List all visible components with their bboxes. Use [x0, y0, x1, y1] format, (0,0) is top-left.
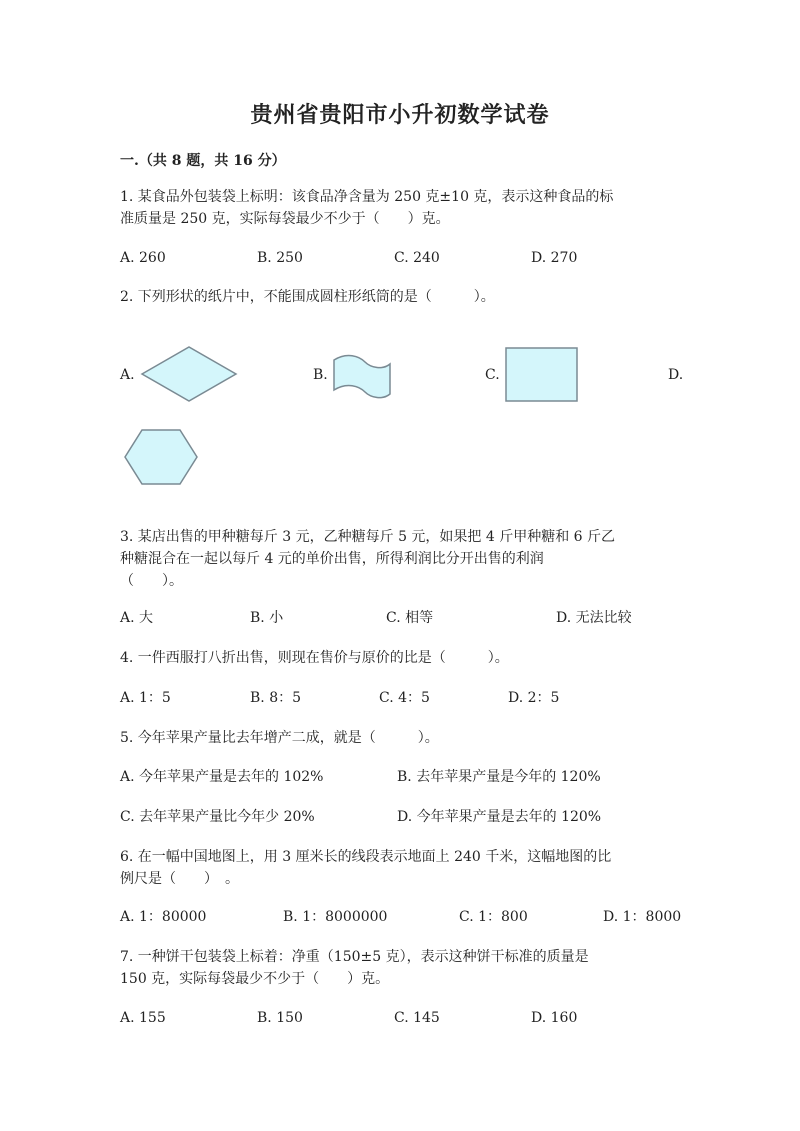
question-1: [120, 186, 680, 230]
question-text: 5. 今年苹果产量比去年增产二成，就是（ ）。: [120, 730, 439, 746]
section-heading: 一.（共 8 题，共 16 分）: [120, 153, 286, 169]
option-b: B. 250: [257, 250, 303, 266]
option-d: D. 270: [531, 250, 578, 266]
option-d: D. 160: [531, 1010, 578, 1026]
rectangle-shape: [505, 347, 579, 403]
option-d: D.: [668, 367, 684, 383]
option-b: B. 8：5: [250, 690, 302, 706]
question-text: 6. 在一幅中国地图上，用 3 厘米长的线段表示地面上 240 千米，这幅地图的比: [120, 849, 612, 865]
option-d: D. 无法比较: [556, 610, 632, 626]
question-5: [120, 727, 680, 749]
option-c: C. 1：800: [459, 909, 528, 925]
option-a: A. 大: [120, 610, 154, 626]
option-a: A. 1：80000: [120, 909, 207, 925]
option-b: B. 去年苹果产量是今年的 120%: [397, 769, 601, 785]
page-title: 贵州省贵阳市小升初数学试卷: [250, 102, 550, 128]
question-4: [120, 647, 680, 669]
option-b: B. 小: [250, 610, 284, 626]
question-text: 150 克，实际每袋最少不少于（ ）克。: [120, 971, 390, 987]
option-a: A. 260: [120, 250, 166, 266]
wavy-shape: [331, 354, 393, 406]
option-d: D. 1：8000: [603, 909, 682, 925]
question-text: 种糖混合在一起以每斤 4 元的单价出售，所得利润比分开出售的利润: [120, 551, 544, 567]
question-text: 4. 一件西服打八折出售，则现在售价与原价的比是（ ）。: [120, 650, 509, 666]
option-a: A.: [120, 367, 135, 383]
question-text: 1. 某食品外包装袋上标明：该食品净含量为 250 克±10 克，表示这种食品的标: [120, 189, 614, 205]
option-b: B. 150: [257, 1010, 303, 1026]
question-text: 7. 一种饼干包装袋上标着：净重（150±5 克），表示这种饼干标准的质量是: [120, 949, 589, 965]
option-a: A. 今年苹果产量是去年的 102%: [120, 769, 324, 785]
option-d: D. 2：5: [508, 690, 560, 706]
hexagon-shape: [123, 428, 199, 486]
question-text: 准质量是 250 克，实际每袋最少不少于（ ）克。: [120, 211, 450, 227]
option-b: B. 1：8000000: [283, 909, 388, 925]
option-d: D. 今年苹果产量是去年的 120%: [397, 809, 602, 825]
question-6: [120, 846, 680, 890]
question-7: [120, 946, 680, 990]
question-text: 2. 下列形状的纸片中，不能围成圆柱形纸筒的是（ ）。: [120, 289, 495, 305]
question-text: 例尺是（ ） 。: [120, 871, 239, 887]
option-c: C. 相等: [386, 610, 434, 626]
option-c: C.: [485, 367, 500, 383]
option-c: C. 去年苹果产量比今年少 20%: [120, 809, 315, 825]
question-text: 3. 某店出售的甲种糖每斤 3 元，乙种糖每斤 5 元，如果把 4 斤甲种糖和 6 斤乙: [120, 529, 616, 545]
question-text: （ ）。: [120, 573, 183, 589]
option-c: C. 145: [394, 1010, 440, 1026]
question-3: [120, 526, 680, 592]
option-c: C. 240: [394, 250, 440, 266]
option-b: B.: [313, 367, 328, 383]
option-c: C. 4：5: [379, 690, 430, 706]
rhombus-shape: [140, 346, 238, 402]
option-a: A. 1：5: [120, 690, 171, 706]
option-a: A. 155: [120, 1010, 166, 1026]
question-2: [120, 286, 680, 308]
